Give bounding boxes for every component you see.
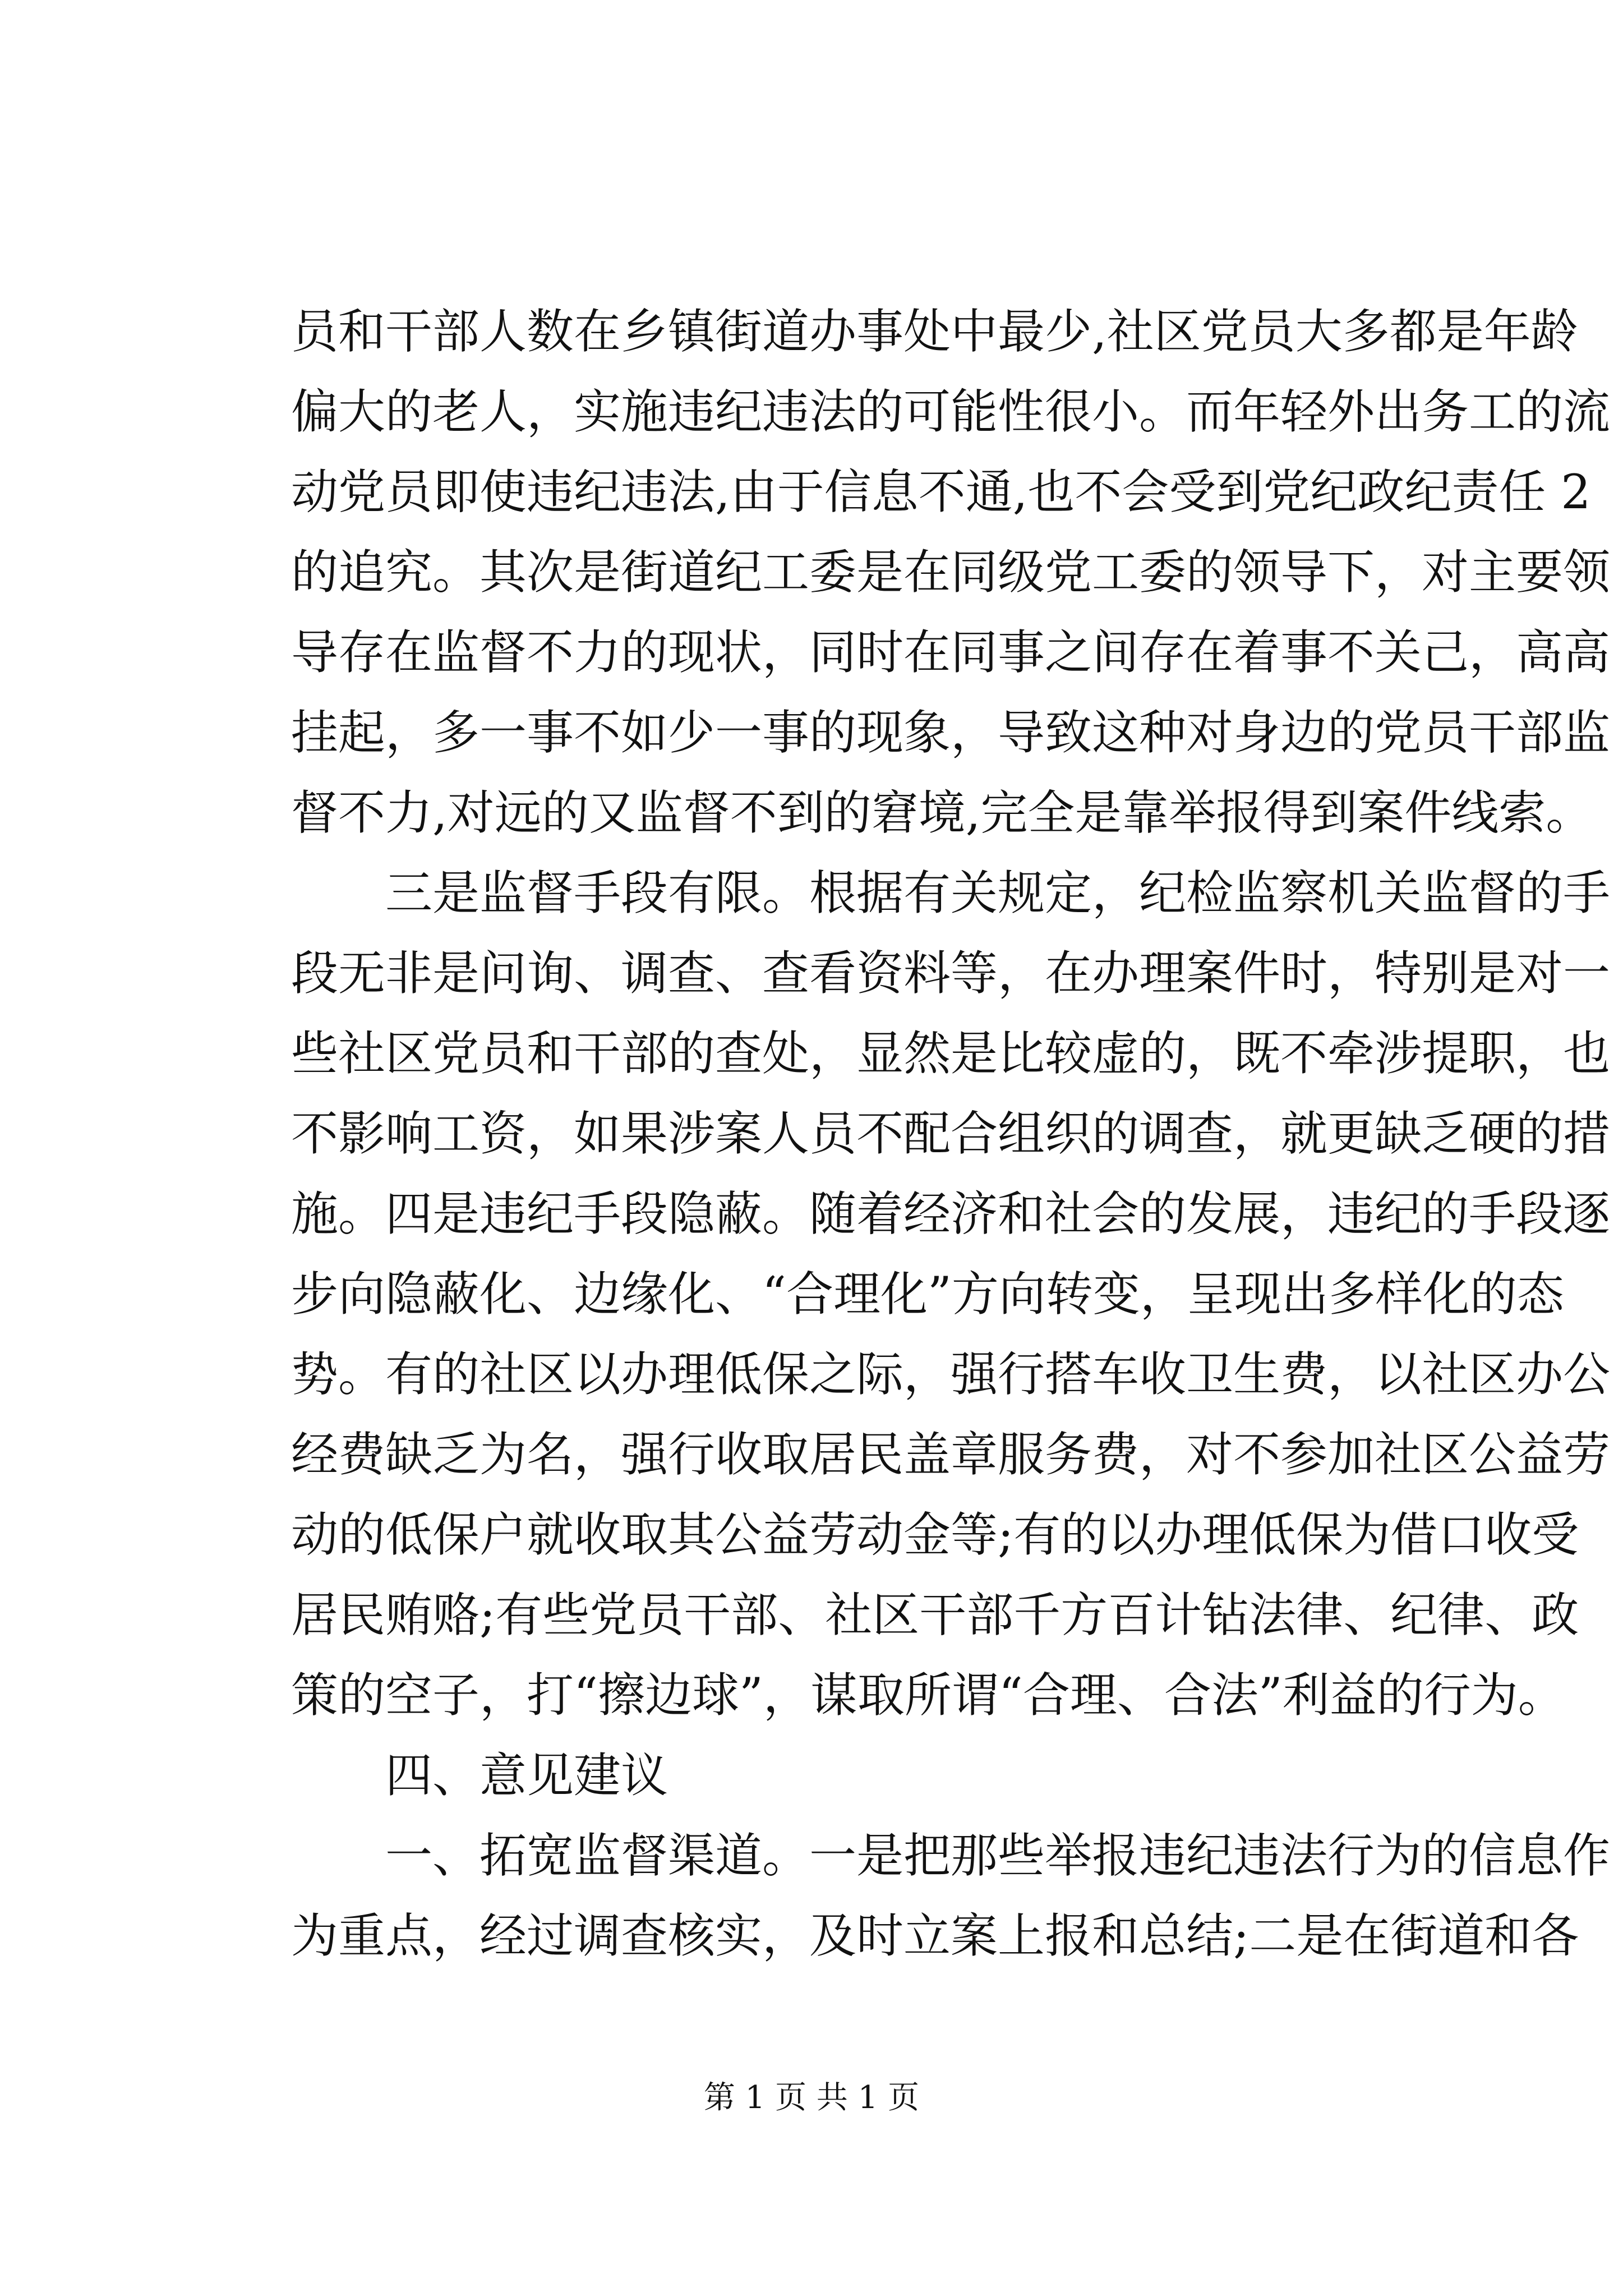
text-line: 势。有的社区以办理低保之际，强行搭车收卫生费，以社区办公 <box>291 1347 1611 1402</box>
text-line: 些社区党员和干部的查处，显然是比较虚的，既不牵涉提职，也 <box>291 1026 1611 1081</box>
text-line: 居民贿赂;有些党员干部、社区干部千方百计钻法律、纪律、政 <box>291 1588 1579 1642</box>
page-footer: 第 1 页 共 1 页 <box>703 2079 920 2116</box>
text-line: 施。四是违纪手段隐蔽。随着经济和社会的发展，违纪的手段逐 <box>291 1186 1611 1241</box>
text-line: 偏大的老人，实施违纪违法的可能性很小。而年轻外出务工的流 <box>291 384 1611 439</box>
text-line: 经费缺乏为名，强行收取居民盖章服务费，对不参加社区公益劳 <box>291 1427 1611 1482</box>
text-line: 策的空子，打“擦边球”，谋取所谓“合理、合法”利益的行为。 <box>291 1668 1565 1723</box>
text-line: 三是监督手段有限。根据有关规定，纪检监察机关监督的手 <box>291 866 1611 921</box>
section-heading: 四、意见建议 <box>291 1748 668 1803</box>
text-line: 导存在监督不力的现状，同时在同事之间存在着事不关己，高高 <box>291 625 1611 680</box>
text-line: 步向隐蔽化、边缘化、“合理化”方向转变，呈现出多样化的态 <box>291 1267 1564 1322</box>
text-line: 动的低保户就收取其公益劳动金等;有的以办理低保为借口收受 <box>291 1507 1579 1562</box>
text-line: 员和干部人数在乡镇街道办事处中最少,社区党员大多都是年龄 <box>291 304 1578 359</box>
text-line: 动党员即使违纪违法,由于信息不通,也不会受到党纪政纪责任 2 <box>291 464 1591 519</box>
text-line: 挂起，多一事不如少一事的现象，导致这种对身边的党员干部监 <box>291 705 1611 760</box>
text-line: 不影响工资，如果涉案人员不配合组织的调查，就更缺乏硬的措 <box>291 1106 1611 1161</box>
text-line: 为重点，经过调查核实，及时立案上报和总结;二是在街道和各 <box>291 1908 1579 1963</box>
body-text <box>291 292 1611 1976</box>
text-line: 段无非是问询、调查、查看资料等，在办理案件时，特别是对一 <box>291 946 1611 1001</box>
text-line: 督不力,对远的又监督不到的窘境,完全是靠举报得到案件线索。 <box>291 785 1593 840</box>
text-line: 一、拓宽监督渠道。一是把那些举报违纪违法行为的信息作 <box>291 1828 1611 1883</box>
text-line: 的追究。其次是街道纪工委是在同级党工委的领导下，对主要领 <box>291 545 1611 600</box>
